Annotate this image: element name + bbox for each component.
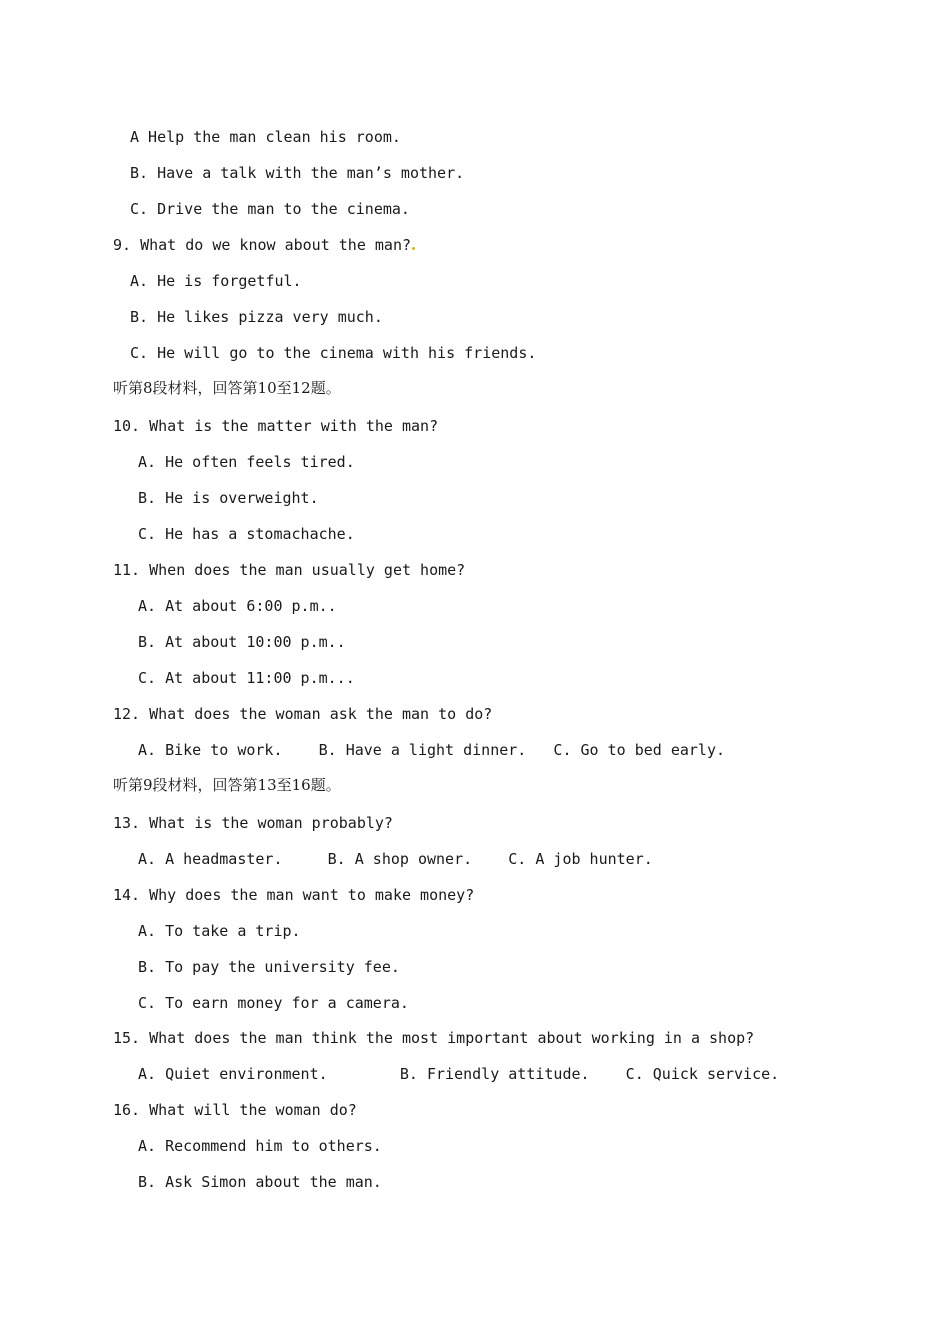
option-14a: A. To take a trip. bbox=[138, 922, 301, 940]
option-10b: B. He is overweight. bbox=[138, 489, 319, 507]
option-8c: C. Drive the man to the cinema. bbox=[130, 200, 410, 218]
option-14b: B. To pay the university fee. bbox=[138, 958, 400, 976]
question-9-text: 9. What do we know about the man? bbox=[113, 236, 412, 254]
option-9c: C. He will go to the cinema with his friends. bbox=[130, 344, 537, 362]
highlight-dot bbox=[412, 247, 415, 250]
option-11c: C. At about 11:00 p.m... bbox=[138, 669, 355, 687]
question-12: 12. What does the woman ask the man to do? bbox=[113, 705, 493, 723]
option-8b: B. Have a talk with the man’s mother. bbox=[130, 164, 465, 182]
option-10c: C. He has a stomachache. bbox=[138, 525, 355, 543]
option-16b: B. Ask Simon about the man. bbox=[138, 1173, 382, 1191]
section-heading-9: 听第9段材料，回答第13至16题。 bbox=[113, 776, 341, 794]
question-14: 14. Why does the man want to make money? bbox=[113, 886, 475, 904]
question-11: 11. When does the man usually get home? bbox=[113, 561, 466, 579]
option-9b: B. He likes pizza very much. bbox=[130, 308, 383, 326]
option-11b: B. At about 10:00 p.m.. bbox=[138, 633, 346, 651]
options-12: A. Bike to work. B. Have a light dinner. C. Go to bed early. bbox=[138, 741, 725, 759]
question-10: 10. What is the matter with the man? bbox=[113, 417, 439, 435]
question-15: 15. What does the man think the most important about working in a shop? bbox=[113, 1029, 755, 1047]
option-9a: A. He is forgetful. bbox=[130, 272, 302, 290]
question-9 bbox=[113, 235, 415, 255]
options-13: A. A headmaster. B. A shop owner. C. A job hunter. bbox=[138, 850, 653, 868]
option-8a: A Help the man clean his room. bbox=[130, 128, 401, 146]
option-14c: C. To earn money for a camera. bbox=[138, 994, 409, 1012]
question-13: 13. What is the woman probably? bbox=[113, 814, 393, 832]
question-16: 16. What will the woman do? bbox=[113, 1101, 357, 1119]
option-16a: A. Recommend him to others. bbox=[138, 1137, 382, 1155]
option-11a: A. At about 6:00 p.m.. bbox=[138, 597, 337, 615]
option-10a: A. He often feels tired. bbox=[138, 453, 355, 471]
section-heading-8: 听第8段材料，回答第10至12题。 bbox=[113, 379, 341, 397]
options-15: A. Quiet environment. B. Friendly attitude. C. Quick service. bbox=[138, 1065, 780, 1083]
